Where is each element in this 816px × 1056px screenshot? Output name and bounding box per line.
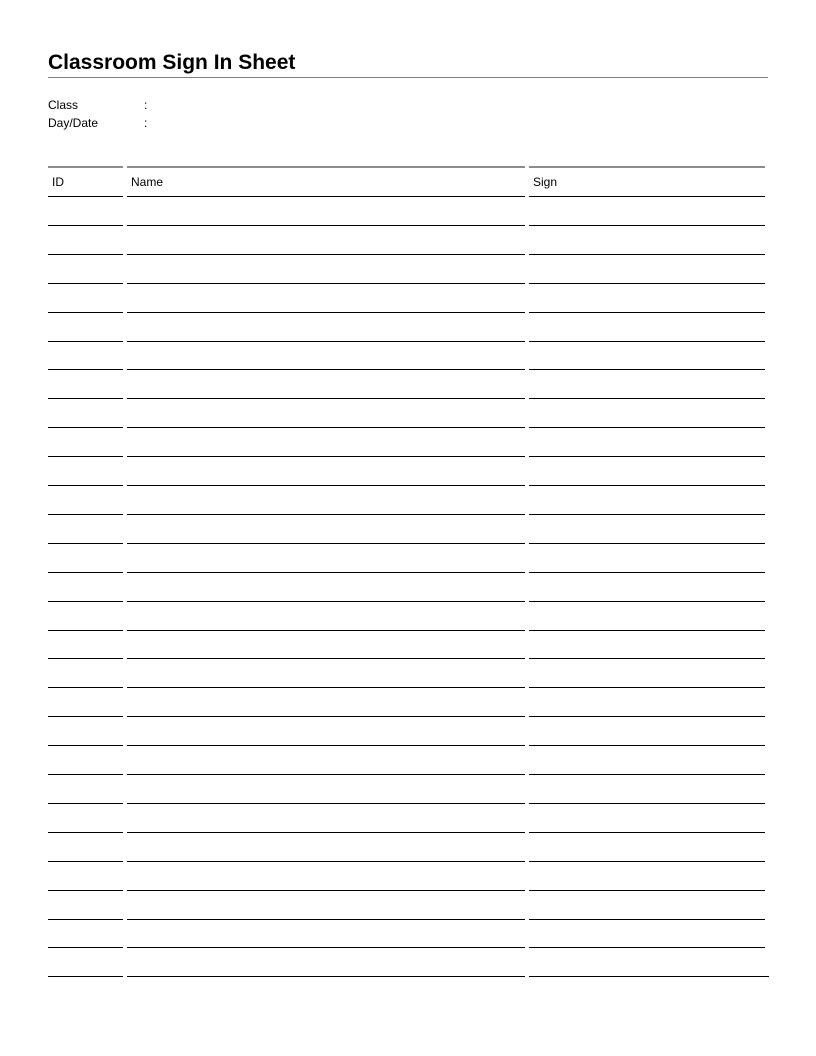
sign-column-top-rule	[529, 166, 765, 168]
id-row-line	[48, 369, 123, 370]
sign-row-line	[529, 919, 765, 920]
document-title: Classroom Sign In Sheet	[48, 51, 296, 74]
sign-row-line	[529, 832, 765, 833]
name-row-line	[127, 947, 525, 948]
id-row-line	[48, 225, 123, 226]
id-row-line	[48, 745, 123, 746]
day-date-label: Day/Date	[48, 116, 99, 130]
class-label: Class	[48, 98, 79, 112]
id-row-line	[48, 572, 123, 573]
name-row-line	[127, 543, 525, 544]
id-row-line	[48, 890, 123, 891]
id-row-line	[48, 861, 123, 862]
sign-row-line	[529, 572, 765, 573]
sign-row-line	[529, 196, 765, 197]
name-row-line	[127, 745, 525, 746]
sign-row-line	[529, 716, 765, 717]
sign-row-line	[529, 543, 765, 544]
id-column-top-rule	[48, 166, 123, 168]
id-row-line	[48, 485, 123, 486]
id-row-line	[48, 803, 123, 804]
id-row-line	[48, 514, 123, 515]
id-row-line	[48, 456, 123, 457]
id-column-header: ID	[52, 175, 64, 189]
id-row-line	[48, 774, 123, 775]
name-row-line	[127, 601, 525, 602]
sign-row-line	[529, 687, 765, 688]
name-column-top-rule	[127, 166, 525, 168]
name-row-line	[127, 658, 525, 659]
id-row-line	[48, 283, 123, 284]
id-row-line	[48, 398, 123, 399]
sign-row-line	[529, 601, 765, 602]
id-row-line	[48, 196, 123, 197]
name-column-header: Name	[131, 175, 164, 189]
id-row-line	[48, 687, 123, 688]
name-row-line	[127, 398, 525, 399]
sign-row-line	[529, 254, 765, 255]
sign-row-line	[529, 861, 765, 862]
id-row-line	[48, 658, 123, 659]
sign-row-line	[529, 745, 765, 746]
name-row-line	[127, 456, 525, 457]
name-row-line	[127, 485, 525, 486]
id-row-line	[48, 312, 123, 313]
name-row-line	[127, 919, 525, 920]
id-row-line	[48, 341, 123, 342]
name-row-line	[127, 572, 525, 573]
sign-row-line	[529, 369, 765, 370]
sign-row-line	[529, 947, 765, 948]
sign-row-line	[529, 803, 765, 804]
name-row-line	[127, 687, 525, 688]
id-row-line	[48, 947, 123, 948]
name-row-line	[127, 196, 525, 197]
id-row-line	[48, 601, 123, 602]
name-row-line	[127, 976, 525, 977]
name-row-line	[127, 254, 525, 255]
id-row-line	[48, 716, 123, 717]
sign-row-line	[529, 398, 765, 399]
name-row-line	[127, 369, 525, 370]
name-row-line	[127, 427, 525, 428]
sign-column-header: Sign	[533, 175, 558, 189]
name-row-line	[127, 630, 525, 631]
sign-row-line	[529, 658, 765, 659]
class-separator: :	[144, 98, 148, 112]
sign-row-line	[529, 774, 765, 775]
name-row-line	[127, 312, 525, 313]
sign-row-line	[529, 890, 765, 891]
id-row-line	[48, 254, 123, 255]
sign-row-line	[529, 283, 765, 284]
name-row-line	[127, 803, 525, 804]
name-row-line	[127, 890, 525, 891]
sign-row-line	[529, 630, 765, 631]
name-row-line	[127, 716, 525, 717]
id-row-line	[48, 427, 123, 428]
id-row-line	[48, 976, 123, 977]
day-date-separator: :	[144, 116, 148, 130]
name-row-line	[127, 225, 525, 226]
name-row-line	[127, 283, 525, 284]
name-row-line	[127, 514, 525, 515]
sign-row-line	[529, 312, 765, 313]
title-divider	[48, 77, 768, 78]
name-row-line	[127, 861, 525, 862]
sign-row-line	[529, 514, 765, 515]
id-row-line	[48, 919, 123, 920]
id-row-line	[48, 630, 123, 631]
name-row-line	[127, 341, 525, 342]
sign-row-line	[529, 341, 765, 342]
sign-row-line	[529, 485, 765, 486]
name-row-line	[127, 832, 525, 833]
id-row-line	[48, 543, 123, 544]
sign-row-line	[529, 225, 765, 226]
sign-row-line	[529, 976, 769, 977]
sign-row-line	[529, 427, 765, 428]
sign-row-line	[529, 456, 765, 457]
name-row-line	[127, 774, 525, 775]
id-row-line	[48, 832, 123, 833]
